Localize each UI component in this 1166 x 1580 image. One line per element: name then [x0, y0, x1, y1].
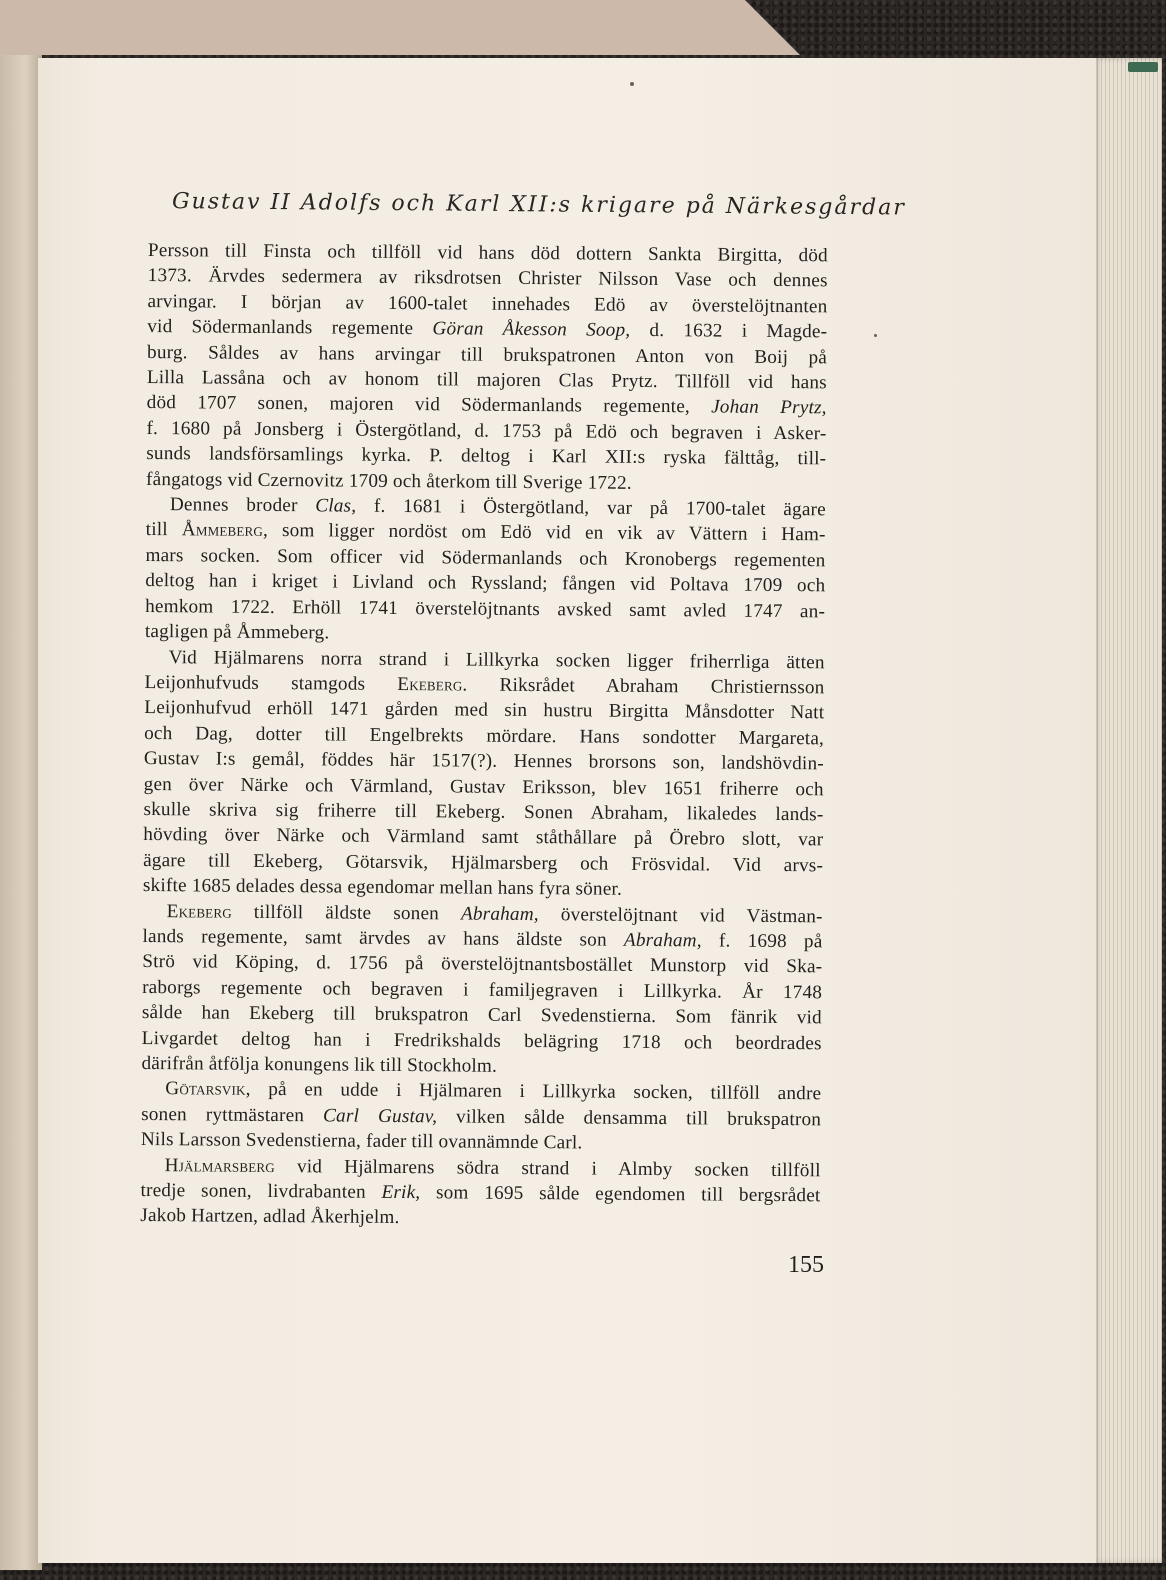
text-segment: skulle skriva sig friherre till Ekeberg. Sonen Abraham, likaledes lands- — [143, 798, 824, 826]
text-segment: ägare till Ekeberg, Götarsvik, Hjälmarsberg och Frösvidal. Vid arvs- — [143, 849, 824, 877]
text-segment: tillföll äldste sonen — [231, 901, 462, 925]
text-segment: Leijonhufvud erhöll 1471 gården med sin hustru Birgitta Månsdotter Natt — [144, 697, 825, 724]
body-text — [140, 238, 828, 1234]
text-segment: gen över Närke och Värmland, Gustav Eriksson, blev 1651 friherre och — [143, 773, 824, 800]
text-segment: d. 1632 i Magde- — [630, 320, 828, 343]
text-segment: sålde han Ekeberg till brukspatron Carl Svedenstierna. Som fänrik vid — [141, 1002, 822, 1029]
text-segment: som 1695 sålde egendomen till bergsrådet — [420, 1182, 821, 1207]
person-name: Göran Åkesson Soop, — [432, 318, 631, 342]
text-segment: Nils Larsson Svedenstierna, fader till ovannämnde Carl. — [140, 1129, 583, 1154]
text-segment: Persson till Finsta och tillföll vid hans död dottern Sankta Birgitta, död — [147, 239, 828, 267]
page-stack-edge — [1086, 58, 1162, 1563]
person-name: Johan Prytz, — [711, 396, 827, 419]
text-segment: och Dag, dotter till Engelbrekts mördare. Hans sondotter Margareta, — [144, 722, 825, 750]
person-name: Erik, — [381, 1181, 421, 1204]
text-segment: Vid Hjälmarens norra strand i Lillkyrka socken ligger friherrliga ätten — [168, 646, 825, 673]
text-segment: . Riksrådet Abraham Christiernsson — [462, 674, 825, 699]
text-segment: tredje sonen, livdrabanten — [140, 1180, 382, 1203]
text-segment: mars socken. Som officer vid Södermanlands och Kronobergs regementen — [145, 544, 826, 572]
text-segment: f. 1698 på — [701, 930, 823, 953]
text-segment: lands regemente, samt ärvdes av hans äldste son — [142, 925, 625, 951]
place-name: Hjälmarsberg — [164, 1154, 275, 1177]
text-segment: vid Hjälmarens södra strand i Almby socken tillföll — [274, 1155, 821, 1181]
text-segment: vid Södermanlands regemente — [147, 316, 433, 340]
text-segment: sunds landsförsamlings kyrka. P. deltog i Karl XII:s ryska fälttåg, till- — [146, 443, 827, 470]
page-number: 155 — [788, 1252, 824, 1278]
text-segment: , som ligger nordöst om Edö vid en vik av Vättern i Ham- — [262, 520, 826, 546]
text-segment: sonen ryttmästaren — [141, 1103, 324, 1127]
text-segment: vilken sålde densamma till brukspatron — [437, 1106, 822, 1131]
text-segment: Leijonhufvuds stamgods — [144, 671, 398, 695]
text-segment: Gustav I:s gemål, föddes här 1517(?). Hennes brorsons son, landshövdin- — [143, 748, 824, 775]
text-segment: till — [145, 519, 182, 541]
place-name: Götarsvik — [165, 1078, 246, 1101]
place-name: Ekeberg — [166, 900, 232, 923]
text-segment: burg. Såldes av hans arvingar till brukspatronen Anton von Boij på — [147, 341, 828, 368]
ink-speck — [874, 334, 877, 337]
text-segment: deltog han i kriget i Livland och Ryssland; fången vid Poltava 1709 och — [145, 570, 826, 597]
running-header: Gustav II Adolfs och Karl XII:s krigare på Närkesgårdar — [171, 189, 906, 221]
text-segment: död 1707 sonen, majoren vid Södermanlands regemente, — [146, 392, 712, 418]
text-segment: därifrån åtfölja konungens lik till Stockholm. — [141, 1052, 498, 1077]
text-segment: Livgardet deltog han i Fredrikshalds belägring 1718 och beordrades — [141, 1027, 822, 1054]
text-segment: Jakob Hartzen, adlad Åkerhjelm. — [140, 1205, 400, 1229]
text-segment: hövding över Närke och Värmland samt ståthållare på Örebro slott, var — [143, 824, 824, 851]
text-segment: hemkom 1722. Erhöll 1741 överstelöjtnants avsked samt avled 1747 an- — [145, 595, 826, 623]
text-segment: raborgs regemente och begraven i familjegraven i Lillkyrka. År 1748 — [142, 976, 823, 1004]
text-segment: skifte 1685 delades dessa egendomar mellan hans fyra söner. — [142, 875, 623, 900]
person-name: Clas, — [315, 495, 357, 517]
text-segment: fångatogs vid Czernovitz 1709 och återkom till Sverige 1722. — [146, 468, 632, 494]
text-line — [140, 1203, 820, 1234]
text-segment: 1373. Ärvdes sedermera av riksdrotsen Christer Nilsson Vase och dennes — [147, 265, 828, 292]
text-segment: f. 1680 på Jonsberg i Östergötland, d. 1753 på Edö och begraven i Asker- — [146, 417, 827, 445]
text-segment: Lilla Lassåna och av honom till majoren Clas Prytz. Tillföll vid hans — [146, 367, 827, 394]
place-name: Ekeberg — [397, 673, 463, 696]
left-page-edge — [0, 55, 42, 1570]
text-segment: Dennes broder — [169, 494, 316, 517]
person-name: Carl Gustav, — [322, 1105, 438, 1128]
text-segment: arvingar. I början av 1600-talet innehades Edö av överstelöjtnanten — [147, 290, 828, 318]
text-segment: tagligen på Åmmeberg. — [144, 621, 330, 644]
text-segment: Strö vid Köping, d. 1756 på överstelöjtnantsbostället Munstorp vid Ska- — [142, 951, 823, 978]
text-segment: , på en udde i Hjälmaren i Lillkyrka socken, tillföll andre — [245, 1079, 822, 1105]
text-segment: f. 1681 i Östergötland, var på 1700-talet ägare — [356, 495, 826, 521]
ribbon-marker — [1128, 62, 1158, 72]
person-name: Abraham, — [460, 903, 539, 925]
person-name: Abraham, — [623, 929, 702, 952]
ink-speck — [630, 82, 634, 86]
place-name: Åmmeberg — [181, 519, 264, 542]
underlying-sheet — [0, 0, 800, 60]
text-segment: överstelöjtnant vid Västman- — [538, 903, 823, 927]
